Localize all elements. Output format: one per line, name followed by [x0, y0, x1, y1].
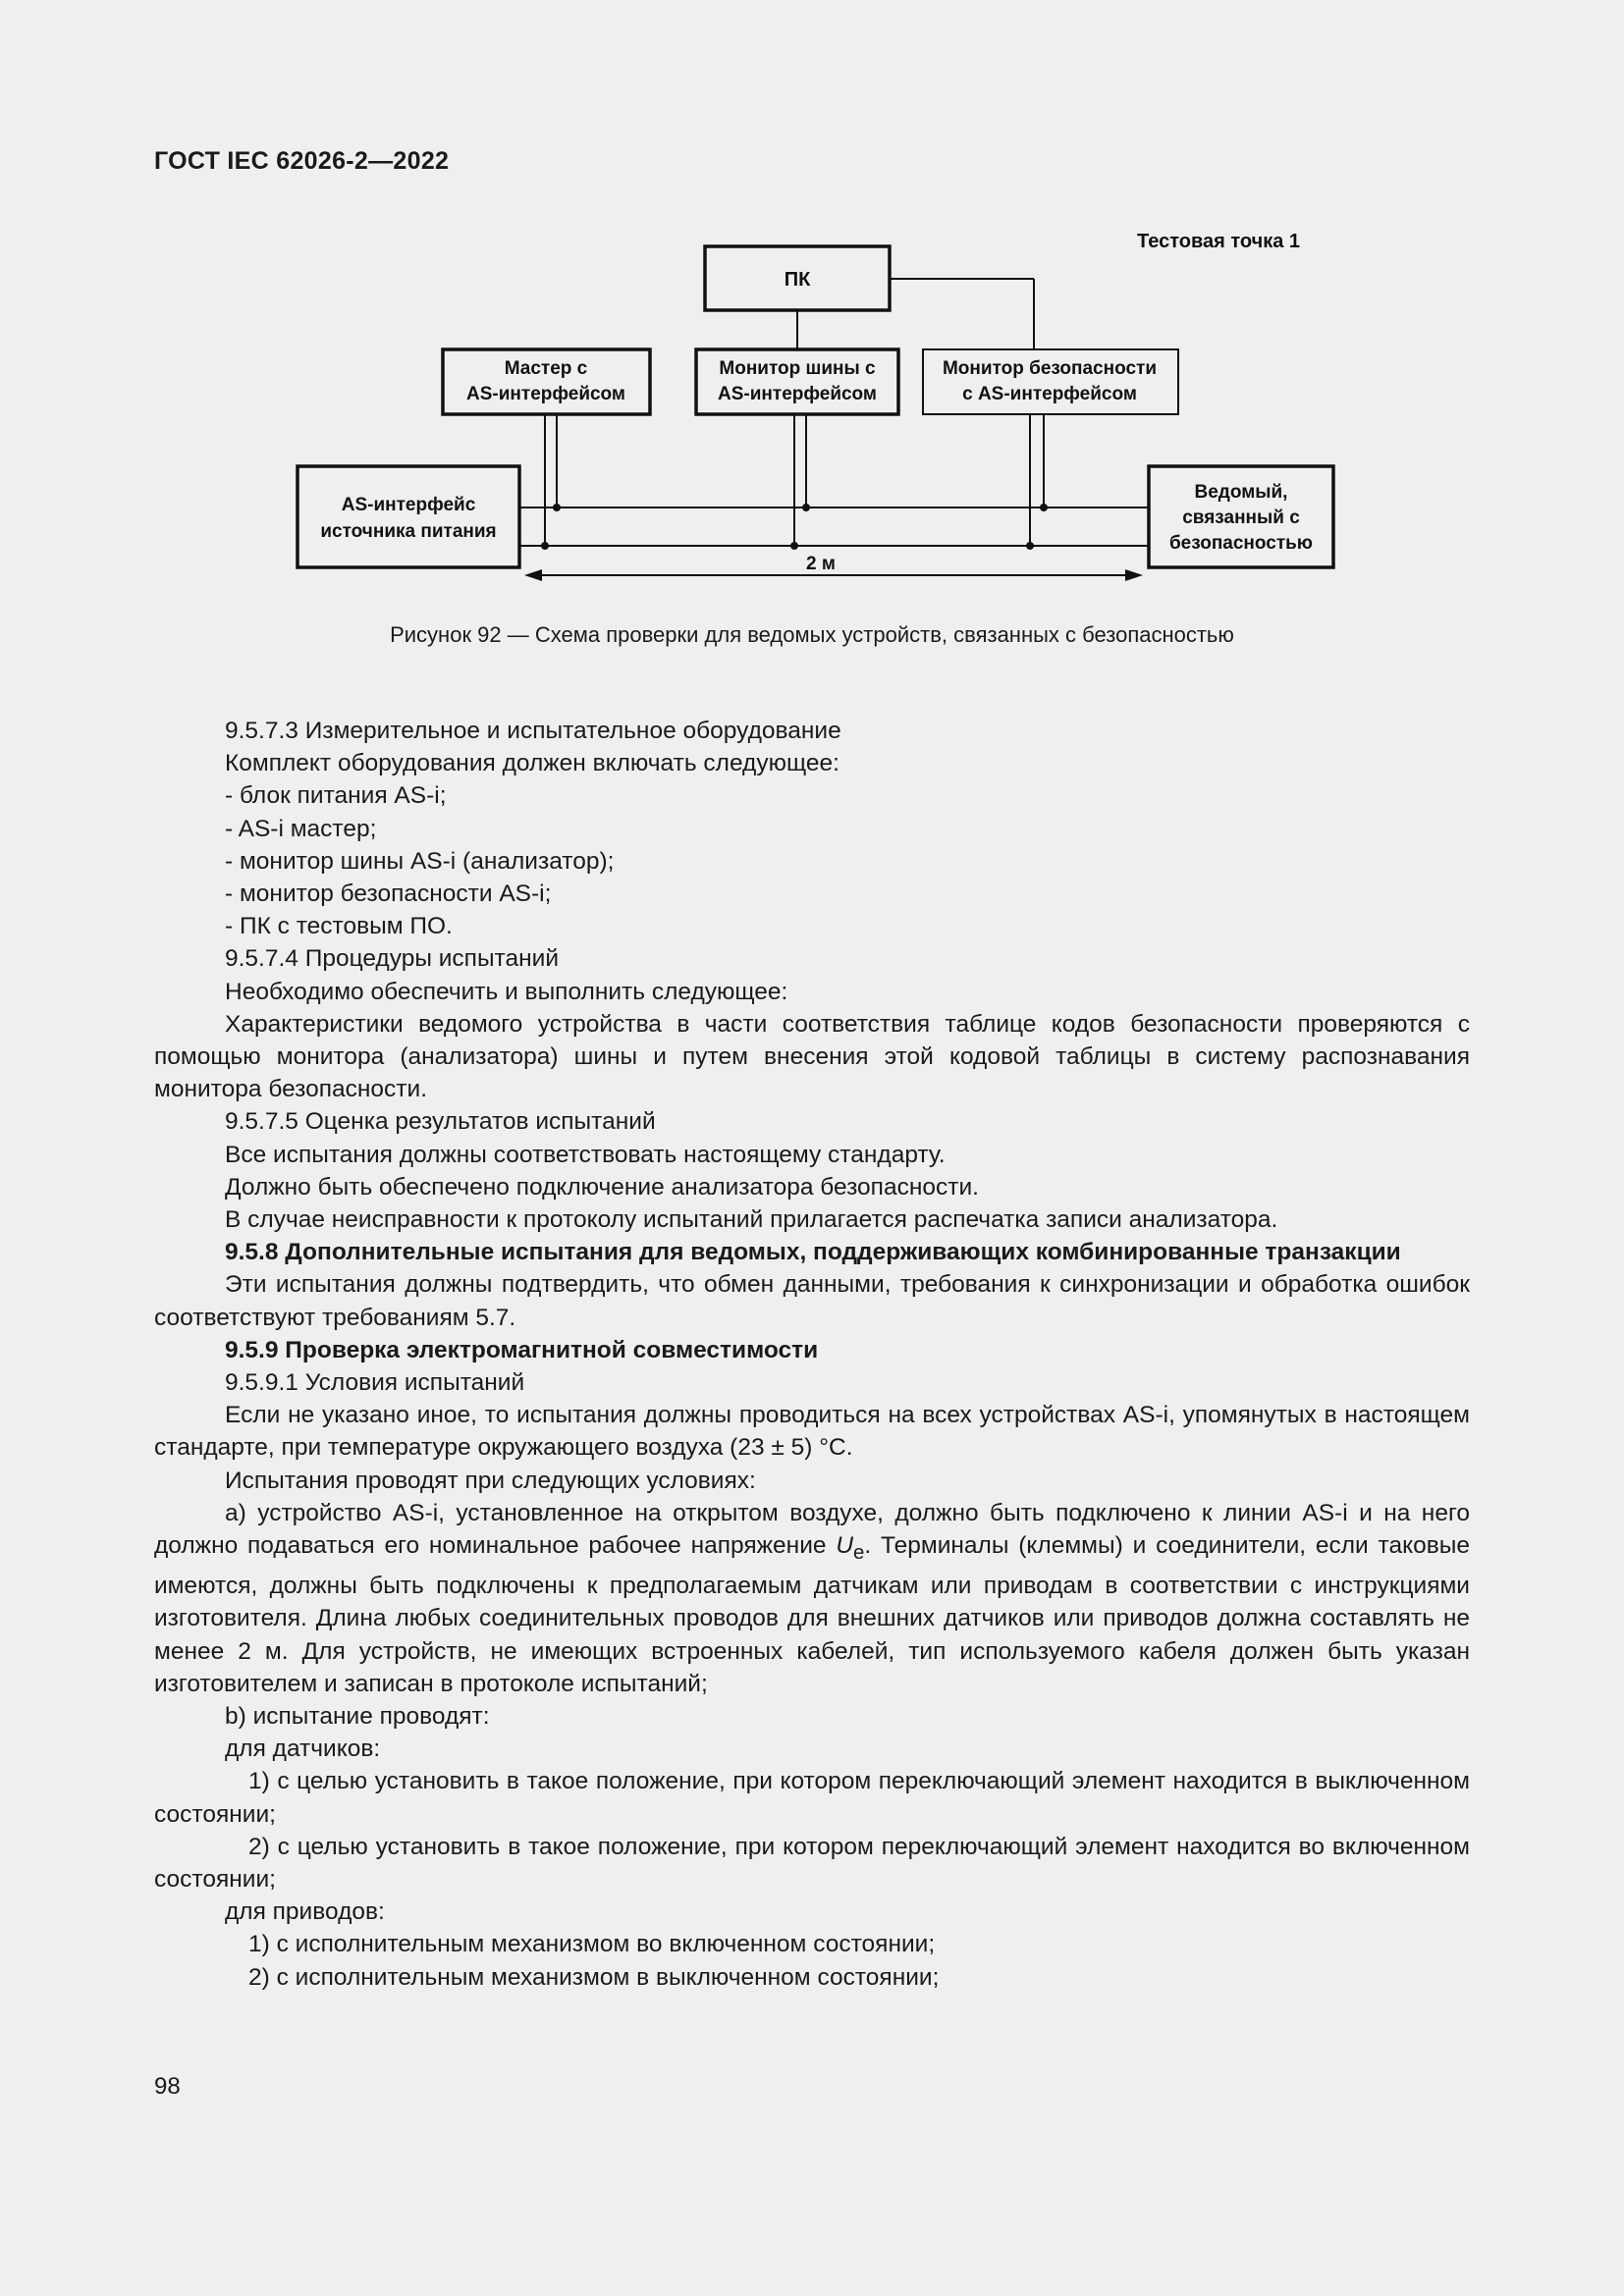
distance-label: 2 м	[806, 554, 836, 574]
safety-monitor-label-line2: с AS-интерфейсом	[962, 384, 1137, 404]
section-heading-9-5-7-5: 9.5.7.5 Оценка результатов испытаний	[225, 1108, 656, 1136]
paragraph: b) испытание проводят:	[225, 1702, 490, 1730]
voltage-symbol: U	[836, 1532, 854, 1560]
bus-monitor-label-line1: Монитор шины с	[719, 358, 876, 379]
power-supply-box	[298, 466, 519, 567]
test-circuit-diagram	[0, 0, 1624, 609]
list-item: 2) с целью установить в такое положение, при котором переключающий элемент находится во включенном состоянии;	[154, 1833, 1470, 1893]
paragraph: для приводов:	[225, 1898, 385, 1926]
section-heading-9-5-9-1: 9.5.9.1 Условия испытаний	[225, 1369, 525, 1397]
paragraph: В случае неисправности к протоколу испытаний прилагается распечатка записи анализатора.	[225, 1206, 1278, 1234]
master-label-line2: AS-интерфейсом	[466, 384, 625, 404]
list-item: - блок питания AS-i;	[225, 782, 447, 810]
paragraph: Если не указано иное, то испытания должны проводиться на всех устройствах AS-i, упомянутых в настоящем стандарте, при температуре окружающего воздуха (23 ± 5) °С.	[154, 1402, 1470, 1462]
paragraph: Необходимо обеспечить и выполнить следующее:	[225, 978, 788, 1005]
safety-slave-label-line3: безопасностью	[1168, 533, 1314, 554]
section-heading-9-5-7-4: 9.5.7.4 Процедуры испытаний	[225, 945, 560, 973]
paragraph: Должно быть обеспечено подключение анализатора безопасности.	[225, 1173, 979, 1201]
pc-label: ПК	[784, 269, 811, 291]
master-label-line1: Мастер с	[504, 358, 588, 379]
section-heading-9-5-9: 9.5.9 Проверка электромагнитной совместимости	[225, 1336, 819, 1363]
list-item: - AS-i мастер;	[225, 815, 377, 842]
safety-slave-label-line2: связанный с	[1182, 507, 1300, 528]
safety-monitor-label-line1: Монитор безопасности	[942, 358, 1158, 379]
paragraph: Эти испытания должны подтвердить, что обмен данными, требования к синхронизации и обработка ошибок соответствуют требованиям 5.7.	[154, 1271, 1470, 1331]
list-item: - монитор шины AS-i (анализатор);	[225, 847, 615, 875]
bus-monitor-label-line2: AS-интерфейсом	[718, 384, 877, 404]
test-point-label: Тестовая точка 1	[1137, 231, 1301, 252]
list-item: 1) с исполнительным механизмом во включенном состоянии;	[248, 1931, 936, 1958]
paragraph: Комплект оборудования должен включать следующее:	[225, 750, 839, 777]
paragraph: для датчиков:	[225, 1735, 381, 1763]
section-heading-9-5-7-3: 9.5.7.3 Измерительное и испытательное оборудование	[225, 718, 841, 744]
paragraph: Испытания проводят при следующих условиях:	[225, 1467, 756, 1494]
list-item: 2) с исполнительным механизмом в выключенном состоянии;	[248, 1963, 940, 1991]
list-item: 1) с целью установить в такое положение, при котором переключающий элемент находится в выключенном состоянии;	[154, 1768, 1470, 1828]
section-heading-9-5-8: 9.5.8 Дополнительные испытания для ведомых, поддерживающих комбинированные транзакции	[225, 1239, 1401, 1266]
list-item: - ПК с тестовым ПО.	[225, 913, 453, 940]
paragraph: Характеристики ведомого устройства в части соответствия таблице кодов безопасности проверяются с помощью монитора (анализатора) шины и путем внесения этой кодовой таблицы в систему распознавания монитора безопасности.	[154, 1010, 1470, 1103]
figure-caption: Рисунок 92 — Схема проверки для ведомых устройств, связанных с безопасностью	[390, 622, 1234, 647]
power-supply-label-line1: AS-интерфейс	[341, 495, 476, 515]
paragraph: Все испытания должны соответствовать настоящему стандарту.	[225, 1141, 946, 1168]
page-number: 98	[154, 2073, 181, 2100]
body-text	[154, 715, 1470, 1994]
paragraph-condition-a: а) устройство AS-i, установленное на открытом воздухе, должно быть подключено к линии AS-i и на него должно подаваться его номинальное рабочее напряжение $U_e$. Терминалы (клеммы) и соединители, если таковые имеются, должны быть подключены к предполагаемым датчикам или приводам в соответствии с инструкциями изготовителя. Длина любых соединительных проводов для внешних датчиков или приводов должна составлять не менее 2 м. Для устройств, не имеющих встроенных кабелей, тип используемого кабеля должен быть указан изготовителем и записан в протоколе испытаний;	[154, 1499, 1470, 1697]
document-header: ГОСТ IEC 62026-2—2022	[154, 147, 450, 175]
power-supply-label-line2: источника питания	[320, 521, 497, 542]
list-item: - монитор безопасности AS-i;	[225, 881, 552, 908]
safety-slave-label-line1: Ведомый,	[1194, 482, 1288, 503]
